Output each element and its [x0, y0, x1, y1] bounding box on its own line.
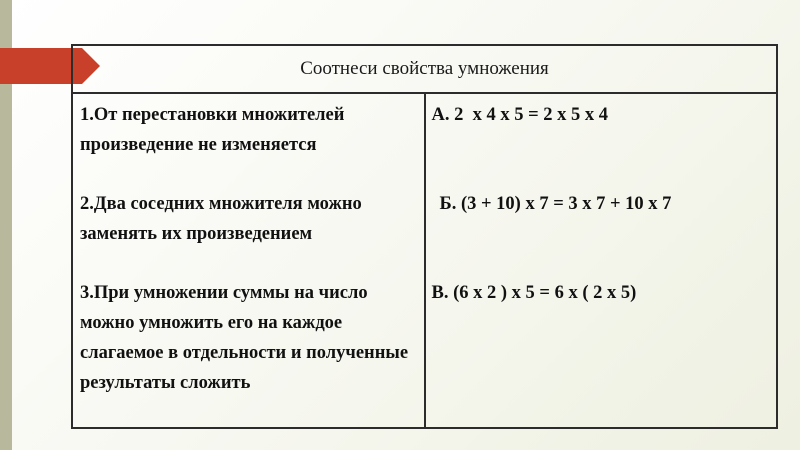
property-1: 1.От перестановки множителей произведение не изменяется [80, 105, 345, 155]
table-title: Соотнеси свойства умножения [72, 45, 777, 93]
expression-v: В. (6 х 2 ) х 5 = 6 х ( 2 х 5) [431, 283, 637, 303]
expression-a: А. 2 х 4 х 5 = 2 х 5 х 4 [431, 105, 609, 125]
properties-column [72, 93, 425, 428]
expressions-column [425, 93, 778, 428]
expression-b: Б. (3 + 10) х 7 = 3 х 7 + 10 х 7 [439, 194, 672, 214]
property-2: 2.Два соседних множителя можно заменять их произведением [80, 194, 362, 244]
property-3: 3.При умножении суммы на число можно умножить его на каждое слагаемое в отдельности и полученные результаты сложить [80, 283, 409, 393]
properties-table [71, 44, 778, 429]
